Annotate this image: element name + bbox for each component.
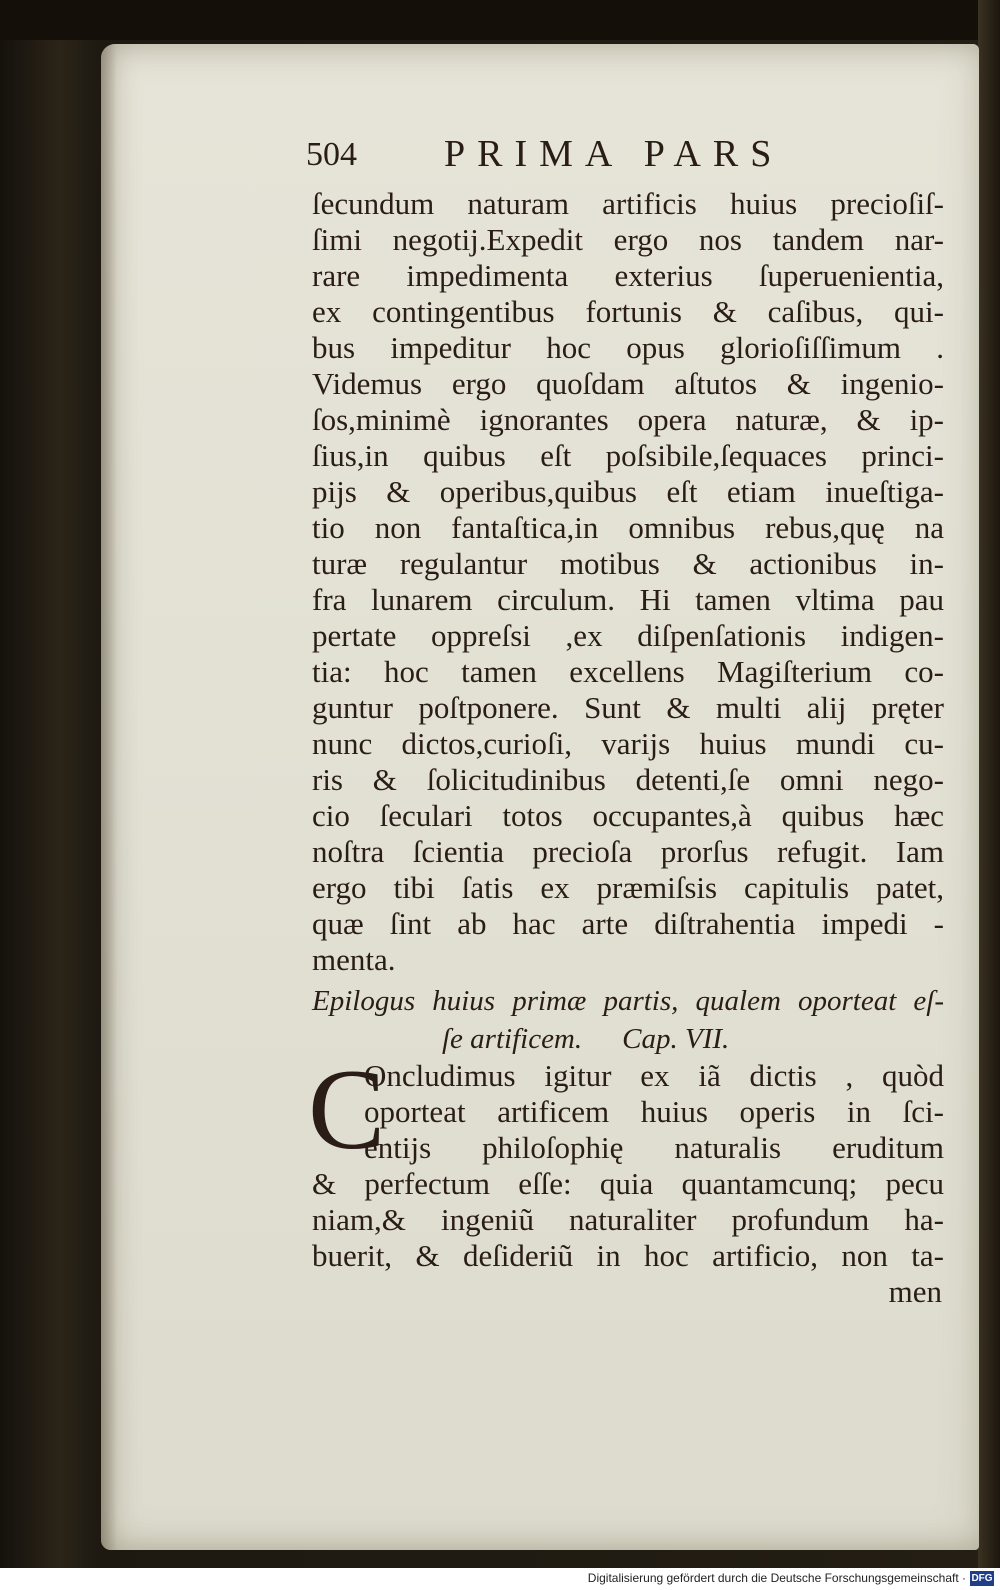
text-line: menta. (312, 942, 396, 977)
text-line: pijs & operibus,quibus eſt etiam inueſtiga- (312, 474, 944, 509)
chapter-heading-line: Epilogus huius primæ partis, qualem oporteat eſ- (312, 985, 944, 1017)
footer-bar (0, 1568, 1000, 1590)
chapter-number: Cap. VII. (622, 1023, 730, 1055)
text-line: nunc dictos,curioſi, varijs huius mundi cu- (312, 726, 944, 761)
funding-credit: Digitalisierung gefördert durch die Deutsche Forschungsgemeinschaft · (587, 1571, 966, 1585)
text-line: oporteat artificem huius operis in ſci- (364, 1094, 944, 1129)
body-text (312, 186, 944, 978)
text-line: ergo tibi ſatis ex præmiſsis capitulis patet, (312, 870, 944, 905)
text-line: buerit, & deſideriũ in hoc artificio, non ta- (312, 1238, 944, 1273)
page-number: 504 (306, 136, 357, 173)
chapter-heading-line (312, 1020, 944, 1058)
chapter-heading (312, 982, 944, 1058)
text-line: ſecundum naturam artificis huius precioſiſ- (312, 186, 944, 221)
text-line: ſos,minimè ignorantes opera naturæ, & ip- (312, 402, 944, 437)
text-line: quæ ſint ab hac arte diſtrahentia impedi - (312, 906, 944, 941)
book-cover-edge (978, 0, 1000, 1590)
catchword: men (888, 1274, 942, 1309)
text-line: entijs philoſophię naturalis eruditum (364, 1130, 944, 1165)
text-line: & perfectum eſſe: quia quantamcunq; pecu (312, 1166, 944, 1201)
running-head (306, 128, 944, 186)
page-gutter-shadow (101, 44, 117, 1550)
text-line: pertate oppreſsi ,ex diſpenſationis indigen- (312, 618, 944, 653)
chapter-heading-continuation: ſe artificem. (442, 1023, 583, 1055)
text-line: tio non fantaſtica,in omnibus rebus,quę na (312, 510, 944, 545)
chapter-text (308, 1046, 944, 1310)
text-line: ſimi negotij.Expedit ergo nos tandem nar- (312, 222, 944, 257)
text-line: fra lunarem circulum. Hi tamen vltima pau (312, 582, 944, 617)
page-content (306, 128, 944, 1310)
text-line: ſius,in quibus eſt poſsibile,ſequaces princi- (312, 438, 944, 473)
text-line: ris & ſolicitudinibus detenti,ſe omni nego- (312, 762, 944, 797)
text-line: noſtra ſcientia precioſa prorſus refugit. Iam (312, 834, 944, 869)
text-line: cio ſeculari totos occupantes,à quibus hæc (312, 798, 944, 833)
text-line: rare impedimenta exterius ſuperuenientia, (312, 258, 944, 293)
scan-background-top (0, 0, 1000, 40)
text-line: ex contingentibus fortunis & caſibus, qui- (312, 294, 944, 329)
text-line: Videmus ergo quoſdam aſtutos & ingenio- (312, 366, 944, 401)
text-line: Oncludimus igitur ex iã dictis , quòd (364, 1058, 944, 1093)
running-title: PRIMA PARS (444, 133, 784, 175)
dfg-logo-icon: DFG (971, 1573, 993, 1584)
text-line: turæ regulantur motibus & actionibus in- (312, 546, 944, 581)
text-line: tia: hoc tamen excellens Magiſterium co- (312, 654, 944, 689)
text-line: niam,& ingeniũ naturaliter profundum ha- (312, 1202, 944, 1237)
text-line: bus impeditur hoc opus glorioſiſſimum . (312, 330, 944, 365)
drop-cap: C (308, 1046, 386, 1174)
text-line: guntur poſtponere. Sunt & multi alij pręter (312, 690, 944, 725)
